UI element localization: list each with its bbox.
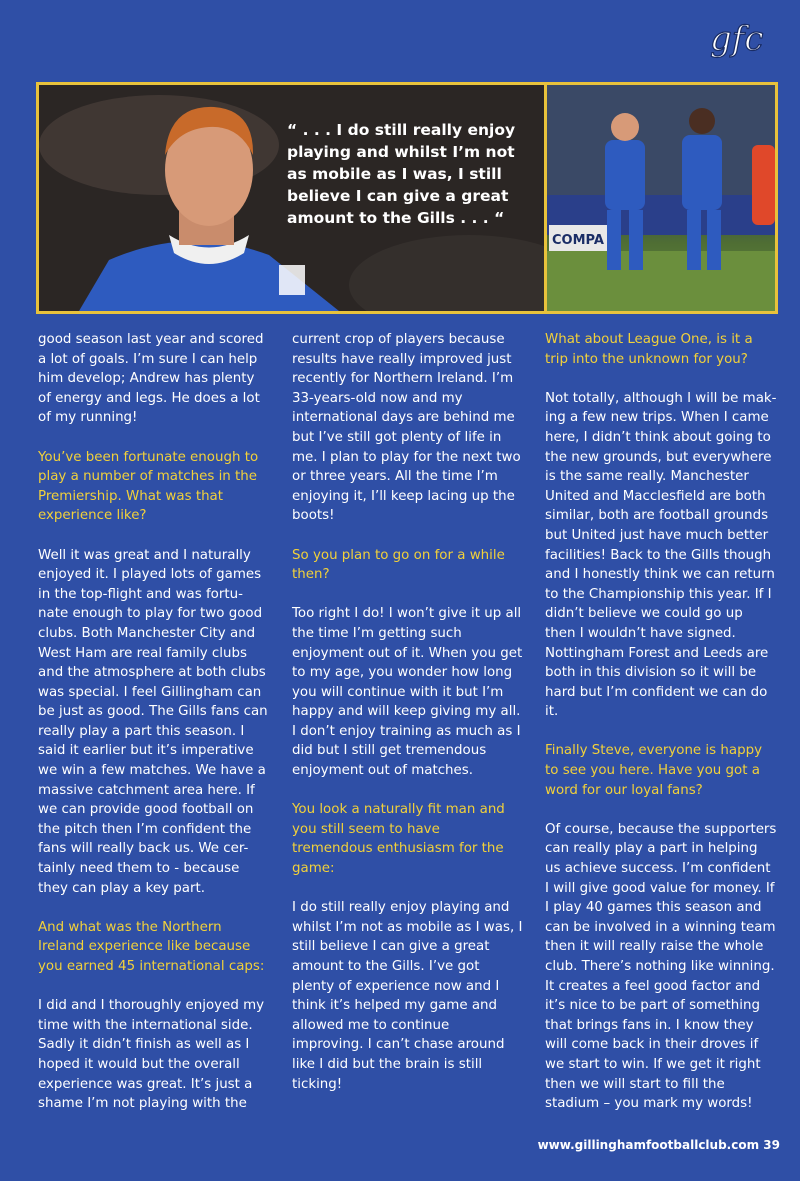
article-column-2 <box>292 330 524 1114</box>
match-action-illustration <box>547 85 775 311</box>
paragraph: I do still really enjoy playing and whilst I’m not as mobile as I was, I still believe I can give a great amount to the Gills. I’ve got plenty of experience now and I think it’s helped my game and allowed me to continue improving. I can’t chase around like I did but the brain is still ticking! <box>292 900 523 1092</box>
interview-question: What about League One, is it a trip into the unknown for you? <box>545 332 753 367</box>
stand-sign-text: COMPA <box>552 233 604 248</box>
interview-question: You’ve been fortunate enough to play a number of matches in the Premiership. What was that experience like? <box>38 449 259 524</box>
website-url: www.gillinghamfootballclub.com <box>537 1138 760 1152</box>
photo-banner <box>36 82 778 314</box>
match-action-photo <box>547 85 775 311</box>
page-number: 39 <box>763 1138 780 1152</box>
paragraph: current crop of players because results have really improved just recently for Northern Ireland. I’m 33-years-old now and my international days are behind me but I’ve still got plenty of life in me. I plan to play for the next two or three years. All the time I’m enjoying it, I’ll keep lacing up the boots! <box>292 332 521 524</box>
interview-question: Finally Steve, everyone is happy to see you here. Have you got a word for our loyal fans? <box>545 743 763 798</box>
article-column-3 <box>545 330 777 1133</box>
pull-quote: “ . . . I do still really enjoy playing and whilst I’m not as mobile as I was, I still believe I can give a great amount to the Gills . . . “ <box>287 121 516 227</box>
paragraph: I did and I thoroughly enjoyed my time with the international side. Sadly it didn’t finish as well as I hoped it would but the overall experience was great. It’s just a shame I’m not playing with the <box>38 998 265 1112</box>
interview-question: And what was the Northern Ireland experience like because you earned 45 international caps: <box>38 919 265 974</box>
article-column-1 <box>38 330 270 1133</box>
player-portrait-photo <box>39 85 544 311</box>
paragraph: Well it was great and I naturally enjoyed it. I played lots of games in the top-flight and was fortu-nate enough to play for two good clubs. Both Manchester City and West Ham are real family clubs and the atmosphere at both clubs was special. I feel Gillingham can be just as good. The Gills fans can really play a part this season. I said it earlier but it’s imperative we win a few matches. We have a massive catchment area here. If we can provide good football on the pitch then I’m confident the fans will really back us. We cer-tainly need them to - because they can play a key part. <box>38 547 268 896</box>
paragraph: Too right I do! I won’t give it up all the time I’m getting such enjoyment out of it. When you get to my age, you wonder how long you will continue with it but I’m happy and will keep giving my all. I don’t enjoy training as much as I did but I still get tremendous enjoyment out of matches. <box>292 606 523 779</box>
logo-text: gfc <box>710 19 764 59</box>
paragraph: Of course, because the supporters can really play a part in helping us achieve success. I’m confident I will give good value for money. If I play 40 games this season and can be involved in a winning team then it will really raise the whole club. There’s nothing like winning. It creates a feel good factor and it’s nice to be part of something that brings fans in. I know they will come back in their droves if we start to win. If we get it right then we will start to fill the stadium – you mark my words! <box>545 821 777 1112</box>
paragraph: good season last year and scored a lot of goals. I’m sure I can help him develop; Andrew has plenty of energy and legs. He does a lot of my running! <box>38 332 264 426</box>
paragraph: Not totally, although I will be mak-ing a few new trips. When I came here, I didn’t think about going to the new grounds, but everywhere is the same really. Manchester United and Macclesfield are both similar, both are football grounds but United just have much better facilities! Back to the Gills though and I honestly think we can return to the Championship this year. If I didn’t believe we could go up then I wouldn’t have signed. Nottingham Forest and Leeds are both in this division so it will be hard but I’m confident we can do it. <box>545 390 777 720</box>
gfc-logo-icon <box>706 14 778 66</box>
page-footer <box>538 1138 780 1152</box>
interview-question: You look a naturally fit man and you still seem to have tremendous enthusiasm for the game: <box>292 802 505 877</box>
interview-question: So you plan to go on for a while then? <box>292 547 505 583</box>
